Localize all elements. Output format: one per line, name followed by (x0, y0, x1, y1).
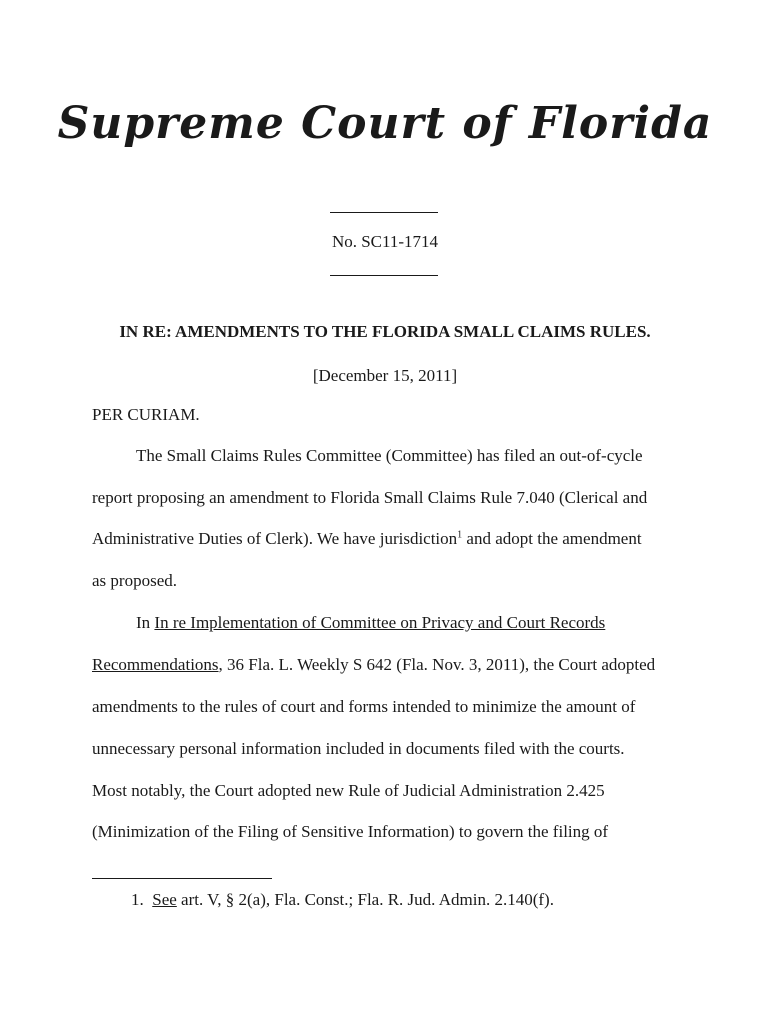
paragraph-1-line-2: report proposing an amendment to Florida Small Claims Rule 7.040 (Clerical and (92, 488, 648, 507)
footnote-reference[interactable]: 1 (457, 529, 463, 541)
paragraph-2-line-4: unnecessary personal information included in documents filed with the courts. (92, 739, 625, 758)
paragraph-2-line-2 (92, 655, 655, 675)
paragraph-1-line-1: The Small Claims Rules Committee (Committee) has filed an out-of-cycle (136, 446, 643, 465)
case-number: No. SC11-1714 (331, 232, 439, 251)
case-number-rule-bottom (330, 275, 438, 276)
footnote-separator (92, 878, 272, 879)
paragraph-2-line-1 (136, 613, 605, 633)
paragraph-1-line-3 (92, 529, 642, 549)
paragraph-2-line-2-text-b: , 36 Fla. L. Weekly S 642 (Fla. Nov. 3, 2011), the Court adopted (218, 655, 656, 674)
paragraph-1-line-3-text-b: and adopt the amendment (462, 529, 642, 548)
paragraph-2-line-1-text-a: In (136, 613, 155, 632)
decision-date: [December 15, 2011] (312, 366, 458, 385)
paragraph-1-line-3-text-a: Administrative Duties of Clerk). We have jurisdiction (92, 529, 458, 548)
cited-case-name-part-1: In re Implementation of Committee on Privacy and Court Records (154, 613, 606, 632)
paragraph-1-line-4: as proposed. (92, 571, 177, 590)
cited-case-name-part-2: Recommendations (92, 655, 219, 674)
footnote-1 (131, 890, 554, 910)
paragraph-2-line-3: amendments to the rules of court and forms intended to minimize the amount of (92, 697, 636, 716)
court-title: Supreme Court of Florida (57, 98, 713, 149)
case-number-rule-top (330, 212, 438, 213)
footnote-number: 1. (131, 890, 144, 909)
per-curiam: PER CURIAM. (92, 405, 200, 424)
footnote-see: See (152, 890, 177, 909)
paragraph-2-line-5: Most notably, the Court adopted new Rule of Judicial Administration 2.425 (92, 781, 605, 800)
paragraph-2-line-6: (Minimization of the Filing of Sensitive Information) to govern the filing of (92, 822, 609, 841)
case-heading: IN RE: AMENDMENTS TO THE FLORIDA SMALL CLAIMS RULES. (119, 322, 651, 341)
footnote-text: art. V, § 2(a), Fla. Const.; Fla. R. Jud. Admin. 2.140(f). (176, 890, 554, 909)
